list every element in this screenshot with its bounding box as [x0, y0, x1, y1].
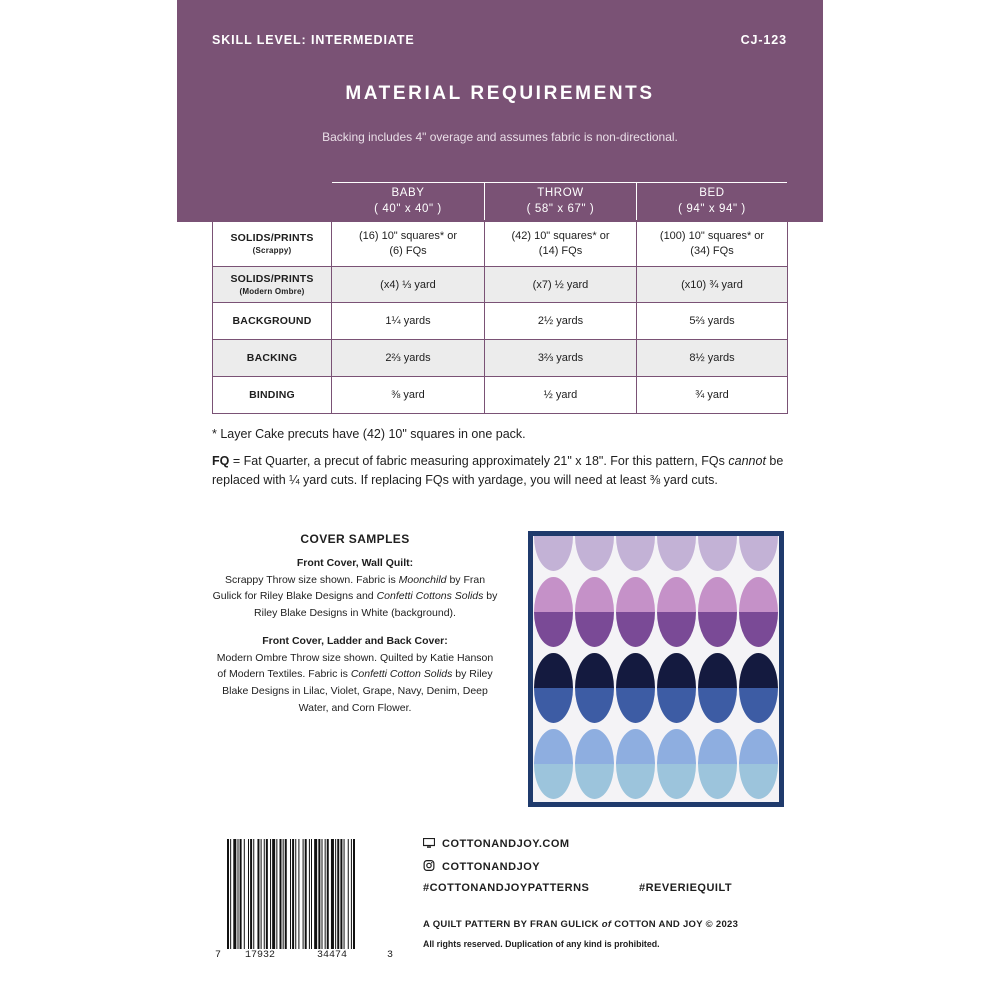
- barcode-bar: [250, 839, 252, 949]
- barcode-bar: [309, 839, 310, 949]
- rights-notice: All rights reserved. Duplication of any kind is prohibited.: [423, 939, 660, 949]
- barcode-bar: [285, 839, 287, 949]
- barcode-bar: [290, 839, 291, 949]
- quilt-pattern: [533, 536, 779, 802]
- barcode-bar: [248, 839, 249, 949]
- barcode-bar: [322, 839, 323, 949]
- barcode-bar: [351, 839, 352, 949]
- website-link[interactable]: COTTONANDJOY.COM: [442, 838, 570, 850]
- barcode-bar: [270, 839, 271, 949]
- table-cell: 2⅔ yards: [332, 340, 485, 377]
- hashtag-secondary: #REVERIEQUILT: [639, 882, 733, 894]
- table-cell: 1¼ yards: [332, 303, 485, 340]
- table-header-row: [213, 183, 788, 221]
- barcode-bar: [230, 839, 231, 949]
- instagram-handle[interactable]: COTTONANDJOY: [442, 861, 541, 873]
- barcode-bar: [337, 839, 339, 949]
- table-cell: (x7) ½ yard: [485, 267, 637, 303]
- table-cell: 2½ yards: [485, 303, 637, 340]
- table-row: [213, 303, 788, 340]
- monitor-icon: [423, 838, 435, 848]
- barcode-bar: [264, 839, 265, 949]
- instagram-line: [423, 860, 540, 873]
- hashtag-primary: #COTTONANDJOYPATTERNS: [423, 882, 590, 894]
- ladder-cover-description: Front Cover, Ladder and Back Cover: Modern Ombre Throw size shown. Quilted by Katie Hanson of Modern Textiles. Fabric is Confetti Cotton Solids by Riley Blake Designs in Lilac, Violet, Grape, Navy, Denim, Deep Water, and Corn Flower.: [216, 635, 494, 714]
- table-cell: ¾ yard: [637, 377, 788, 414]
- barcode-digit: 3: [387, 950, 394, 961]
- table-row: [213, 340, 788, 377]
- barcode-bar: [314, 839, 317, 949]
- table-corner: [213, 183, 332, 221]
- row-header: BACKGROUND: [213, 303, 332, 340]
- barcode-bar: [318, 839, 320, 949]
- table-cell: (x10) ¾ yard: [637, 267, 788, 303]
- table-row: [213, 221, 788, 267]
- barcode-bar: [280, 839, 282, 949]
- barcode-bar: [305, 839, 307, 949]
- barcode-bar: [253, 839, 254, 949]
- table-cell: (42) 10" squares* or (14) FQs: [485, 221, 637, 267]
- barcode-bar: [325, 839, 326, 949]
- table-cell: ½ yard: [485, 377, 637, 414]
- barcode-bar: [311, 839, 312, 949]
- barcode-bar: [292, 839, 294, 949]
- layer-cake-footnote: * Layer Cake precuts have (42) 10" squares in one pack.: [212, 427, 526, 441]
- barcode-bar: [244, 839, 245, 949]
- barcode-bar: [240, 839, 242, 949]
- page-title: MATERIAL REQUIREMENTS: [345, 83, 655, 104]
- barcode-bar: [335, 839, 336, 949]
- barcode-bar: [283, 839, 284, 949]
- barcode-bar: [340, 839, 342, 949]
- table-cell: (100) 10" squares* or (34) FQs: [637, 221, 788, 267]
- instagram-icon: [423, 860, 435, 871]
- barcode-bar: [261, 839, 262, 949]
- cover-samples-title: COVER SAMPLES: [300, 532, 410, 546]
- barcode-bar: [276, 839, 277, 949]
- pattern-code: CJ-123: [740, 33, 787, 47]
- barcode-bar: [272, 839, 275, 949]
- row-header: SOLIDS/PRINTS (Scrappy): [213, 221, 332, 267]
- backing-note: Backing includes 4" overage and assumes fabric is non-directional.: [322, 130, 678, 144]
- table-cell: 8½ yards: [637, 340, 788, 377]
- barcode-digit: 34474: [317, 950, 348, 961]
- barcode-digit: 7: [215, 950, 222, 961]
- barcode-bar: [353, 839, 355, 949]
- barcode-bar: [257, 839, 259, 949]
- column-header: THROW ( 58" x 67" ): [485, 183, 637, 221]
- barcode-bar: [266, 839, 268, 949]
- website-line: [423, 838, 570, 850]
- table-cell: 5⅔ yards: [637, 303, 788, 340]
- barcode-bar: [348, 839, 349, 949]
- table-cell: (16) 10" squares* or (6) FQs: [332, 221, 485, 267]
- row-header: BACKING: [213, 340, 332, 377]
- column-header: BABY ( 40" x 40" ): [332, 183, 485, 221]
- pattern-credit: A QUILT PATTERN BY FRAN GULICK of COTTON AND JOY © 2023: [423, 919, 739, 930]
- row-header: BINDING: [213, 377, 332, 414]
- table-cell: ⅜ yard: [332, 377, 485, 414]
- front-cover-description: Front Cover, Wall Quilt: Scrappy Throw size shown. Fabric is Moonchild by Fran Gulick for Riley Blake Designs and Confetti Cottons Solids by Riley Blake Designs in White (background).: [212, 556, 498, 619]
- barcode-bar: [298, 839, 299, 949]
- cover-samples: [212, 530, 498, 728]
- barcode-bar: [327, 839, 329, 949]
- material-table: [212, 182, 788, 414]
- barcode-bar: [344, 839, 345, 949]
- barcode-bar: [331, 839, 334, 949]
- barcode-bar: [238, 839, 239, 949]
- barcode-bar: [227, 839, 229, 949]
- table-cell: 3⅔ yards: [485, 340, 637, 377]
- table-row: [213, 377, 788, 414]
- quilt-photo: [528, 531, 784, 807]
- barcode: [227, 839, 389, 949]
- barcode-bar: [233, 839, 236, 949]
- table-cell: (x4) ⅓ yard: [332, 267, 485, 303]
- barcode-bar: [295, 839, 296, 949]
- barcode-digit: 17932: [245, 950, 276, 961]
- fq-footnote: FQ = Fat Quarter, a precut of fabric measuring approximately 21" x 18". For this pattern, FQs cannot be replaced with ¼ yard cuts. If replacing FQs with yardage, you will need at least ⅜ yard cuts.: [212, 454, 784, 487]
- table-row: [213, 267, 788, 303]
- barcode-bar: [303, 839, 304, 949]
- row-header: SOLIDS/PRINTS (Modern Ombre): [213, 267, 332, 303]
- column-header: BED ( 94" x 94" ): [637, 183, 788, 221]
- skill-level: SKILL LEVEL: INTERMEDIATE: [212, 33, 415, 47]
- pattern-back-page: [177, 0, 823, 1000]
